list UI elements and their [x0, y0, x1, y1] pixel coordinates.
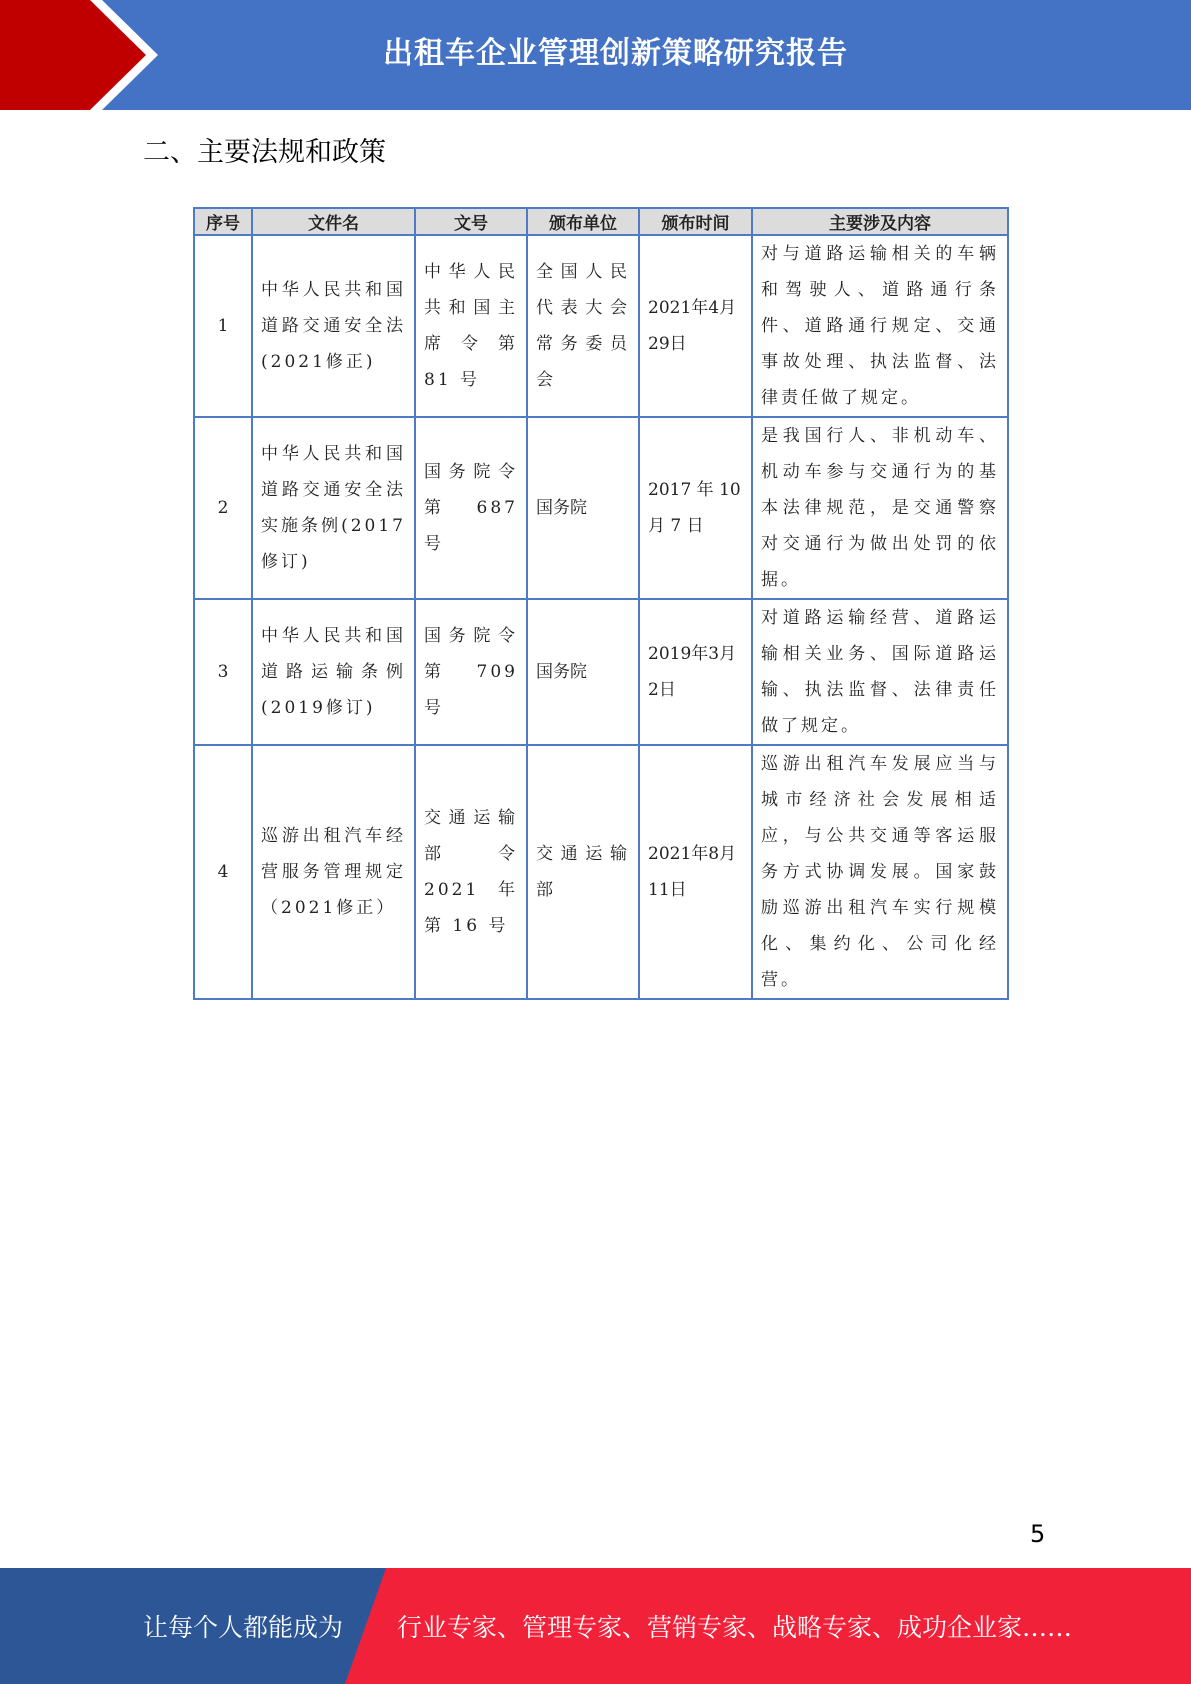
footer-slogan-left: 让每个人都能成为: [143, 1613, 344, 1642]
report-header: [0, 0, 1191, 110]
row-issuer-text: 全国人民代表大会常务委员会: [536, 262, 630, 390]
section-heading: 二、主要法规和政策: [143, 137, 386, 168]
row-content: [752, 235, 1008, 417]
regulations-table: [193, 207, 1009, 1000]
row-name: [252, 417, 415, 599]
row-doc-no: [415, 599, 527, 745]
row-issuer: [527, 599, 639, 745]
row-issuer-text: 国务院: [536, 498, 587, 518]
footer-banner: [0, 1568, 1191, 1684]
row-doc-no: [415, 235, 527, 417]
row-name: [252, 745, 415, 999]
table-row: [194, 599, 1008, 745]
page-number: 5: [1030, 1520, 1046, 1548]
row-date-text: 2021年8月11日: [648, 844, 737, 900]
table-row: [194, 417, 1008, 599]
row-doc-no-text: 国务院令第 687 号: [424, 462, 518, 554]
footer-slogan-right: 行业专家、管理专家、营销专家、战略专家、成功企业家……: [397, 1613, 1073, 1642]
row-date-text: 2019年3月2日: [648, 644, 737, 700]
row-doc-no: [415, 417, 527, 599]
row-issuer: [527, 417, 639, 599]
row-doc-no: [415, 745, 527, 999]
row-content: [752, 599, 1008, 745]
row-index: 4: [194, 745, 252, 999]
row-date: [639, 745, 752, 999]
row-date-text: 2021年4月29日: [648, 298, 737, 354]
column-header: 主要涉及内容: [752, 208, 1008, 235]
row-name-text: 中华人民共和国道路交通安全法(2021修正): [261, 280, 406, 372]
row-content: [752, 417, 1008, 599]
row-name-text: 巡游出租汽车经营服务管理规定（2021修正）: [261, 826, 406, 918]
column-header: 颁布单位: [527, 208, 639, 235]
row-date-text: 2017 年 10 月 7 日: [648, 480, 741, 536]
row-name-text: 中华人民共和国道路交通安全法实施条例(2017修订): [261, 444, 406, 572]
row-content-text: 对与道路运输相关的车辆和驾驶人、道路通行条件、道路通行规定、交通事故处理、执法监督、法律责任做了规定。: [761, 244, 999, 408]
row-content-text: 巡游出租汽车发展应当与城市经济社会发展相适应，与公共交通等客运服务方式协调发展。国家鼓励巡游出租汽车实行规模化、集约化、公司化经营。: [761, 754, 999, 990]
row-doc-no-text: 中华人民共和国主席令第 81 号: [424, 262, 518, 390]
row-date: [639, 417, 752, 599]
row-name: [252, 599, 415, 745]
row-index: 1: [194, 235, 252, 417]
row-content-text: 对道路运输经营、道路运输相关业务、国际道路运输、执法监督、法律责任做了规定。: [761, 608, 999, 736]
row-issuer-text: 交通运输部: [536, 844, 630, 900]
table-row: [194, 235, 1008, 417]
row-index: 2: [194, 417, 252, 599]
column-header: 文号: [415, 208, 527, 235]
table-header-row: [194, 208, 1008, 235]
row-content: [752, 745, 1008, 999]
row-issuer-text: 国务院: [536, 662, 587, 682]
report-title: 出租车企业管理创新策略研究报告: [383, 36, 848, 71]
table-row: [194, 745, 1008, 999]
row-date: [639, 235, 752, 417]
row-issuer: [527, 745, 639, 999]
row-name-text: 中华人民共和国道路运输条例(2019修订): [261, 626, 406, 718]
row-doc-no-text: 国务院令第 709 号: [424, 626, 518, 718]
row-issuer: [527, 235, 639, 417]
row-content-text: 是我国行人、非机动车、机动车参与交通行为的基本法律规范，是交通警察对交通行为做出处罚的依据。: [761, 426, 999, 590]
row-index: 3: [194, 599, 252, 745]
row-doc-no-text: 交通运输部令 2021 年第 16 号: [424, 808, 518, 936]
row-name: [252, 235, 415, 417]
column-header: 颁布时间: [639, 208, 752, 235]
column-header: 文件名: [252, 208, 415, 235]
row-date: [639, 599, 752, 745]
column-header: 序号: [194, 208, 252, 235]
